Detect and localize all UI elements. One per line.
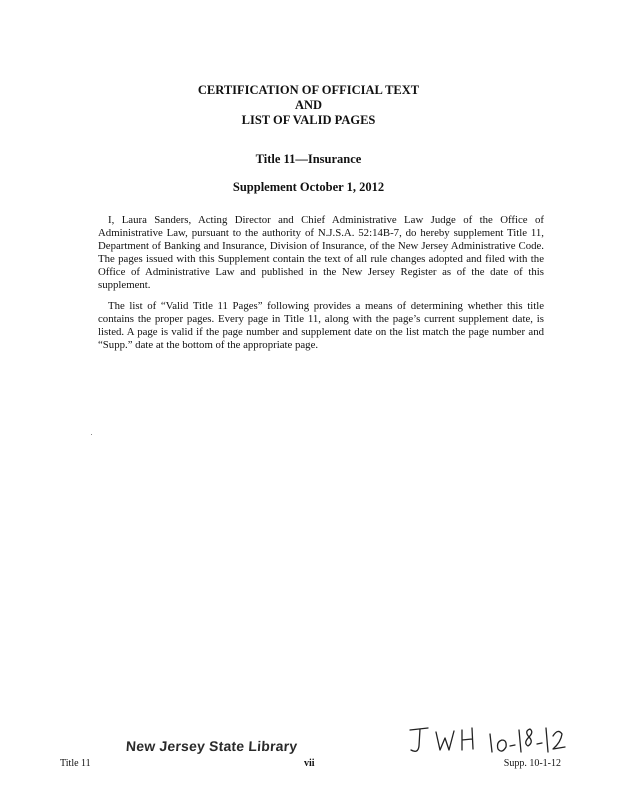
heading-line-2: AND — [294, 98, 323, 112]
title-heading: Title 11—Insurance — [255, 152, 362, 166]
footer-supplement-date: Supp. 10-1-12 — [503, 758, 561, 769]
certification-heading — [0, 83, 617, 128]
scan-speck — [91, 434, 92, 435]
library-stamp: New Jersey State Library — [125, 738, 298, 754]
heading-line-3: LIST OF VALID PAGES — [241, 113, 376, 127]
footer-title: Title 11 — [60, 758, 91, 769]
certification-paragraph: I, Laura Sanders, Acting Director and Chief Administrative Law Judge of the Office of Administrative Law, pursuant to the authority of N.J.S.A. 52:14B-7, do hereby supplement Title 11, Department of Banking and Insurance, Division of Insurance, of the New Jersey Administrative Code. The pages issued with this Supplement contain the text of all rule changes adopted and filed with the Office of Administrative Law and published in the New Jersey Register as of the date of this supplement. — [98, 214, 544, 291]
footer-page-number: vii — [304, 758, 315, 769]
valid-pages-paragraph: The list of “Valid Title 11 Pages” following provides a means of determining whether this title contains the proper pages. Every page in Title 11, along with the page’s current supplement date, is listed. A page is valid if the page number and supplement date on the list match the page number and “Supp.” date at the bottom of the appropriate page. — [98, 300, 544, 351]
supplement-heading: Supplement October 1, 2012 — [232, 180, 385, 194]
heading-line-1: CERTIFICATION OF OFFICIAL TEXT — [197, 83, 420, 97]
handwritten-initials-date — [406, 716, 576, 762]
